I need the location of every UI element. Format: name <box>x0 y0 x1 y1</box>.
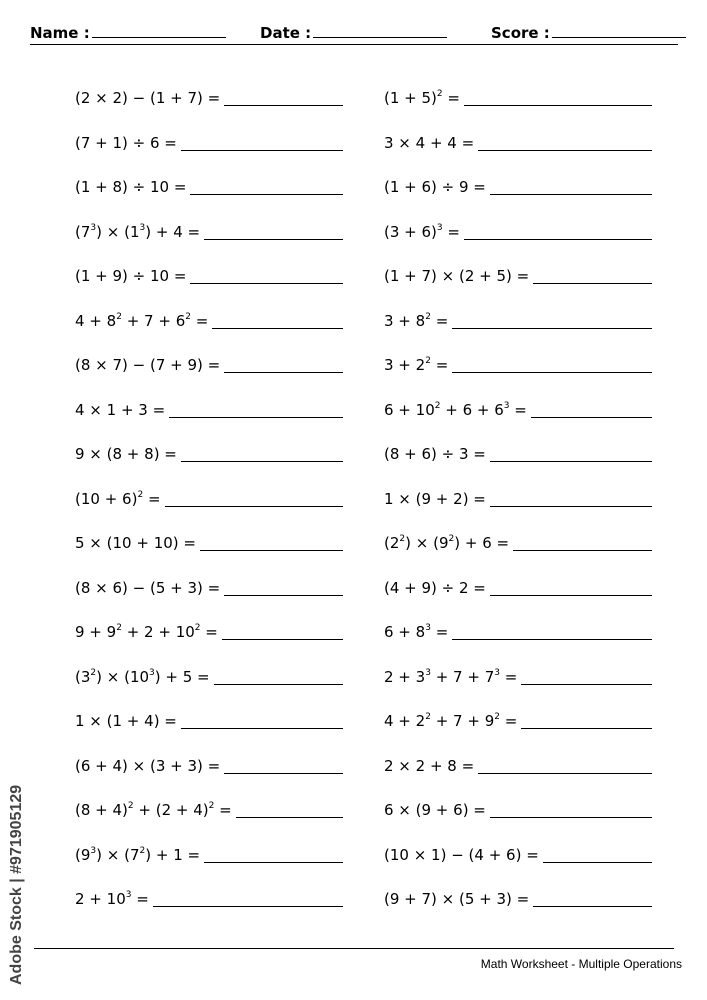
problem-row <box>384 797 652 821</box>
problem-expression: (9 + 7) × (5 + 3) = <box>384 890 530 908</box>
answer-blank[interactable] <box>169 416 343 418</box>
problem-row <box>75 263 343 287</box>
problem-expression: (4 + 9) ÷ 2 = <box>384 578 486 597</box>
answer-blank[interactable] <box>224 772 343 774</box>
answer-blank[interactable] <box>190 193 343 195</box>
problem-expression: (8 × 7) − (7 + 9) = <box>75 356 221 374</box>
problem-row <box>384 308 652 332</box>
problem-row <box>75 797 343 821</box>
problem-row <box>75 130 343 154</box>
answer-blank[interactable] <box>490 460 652 462</box>
problem-row <box>384 486 652 510</box>
answer-blank[interactable] <box>204 861 343 863</box>
problem-expression: (1 + 8) ÷ 10 = <box>75 178 187 196</box>
answer-blank[interactable] <box>181 727 343 729</box>
problem-expression: 6 × (9 + 6) = <box>384 801 486 819</box>
answer-blank[interactable] <box>452 327 652 329</box>
problem-row <box>75 219 343 243</box>
problem-expression: $(3 + 6)^3$ = <box>384 222 460 241</box>
problem-row <box>75 753 343 777</box>
problem-row <box>384 263 652 287</box>
problem-expression: (1 + 7) × (2 + 5) = <box>384 267 530 285</box>
score-blank[interactable] <box>552 22 686 38</box>
problem-expression: 1 × (1 + 4) = <box>75 712 177 730</box>
answer-blank[interactable] <box>533 905 652 907</box>
problem-row <box>75 441 343 465</box>
problem-row <box>384 352 652 376</box>
problem-expression: $2 + 3^3 + 7 + 7^3$ = <box>384 667 518 686</box>
answer-blank[interactable] <box>521 683 652 685</box>
problem-row <box>75 708 343 732</box>
problem-expression: (6 + 4) × (3 + 3) = <box>75 756 221 775</box>
answer-blank[interactable] <box>224 371 343 373</box>
answer-blank[interactable] <box>190 282 343 284</box>
date-blank[interactable] <box>313 22 447 38</box>
problem-expression: $(3^2) \times (10^3) + 5$ = <box>75 667 210 686</box>
problem-expression: 9 × (8 + 8) = <box>75 445 177 463</box>
answer-blank[interactable] <box>490 816 652 818</box>
problem-expression: $(8 + 4)^2 + (2 + 4)^2$ = <box>75 801 232 819</box>
problem-expression: (10 × 1) − (4 + 6) = <box>384 845 539 864</box>
problem-expression: $6 + 10^2 + 6 + 6^3$ = <box>384 400 527 419</box>
problem-row <box>384 886 652 910</box>
problem-row <box>384 619 652 643</box>
answer-blank[interactable] <box>521 727 652 729</box>
problem-expression: $(10 + 6)^2$ = <box>75 489 161 508</box>
problem-expression: (1 + 9) ÷ 10 = <box>75 267 187 285</box>
problem-expression: (7 + 1) ÷ 6 = <box>75 133 177 152</box>
answer-blank[interactable] <box>464 238 652 240</box>
answer-blank[interactable] <box>224 104 343 106</box>
answer-blank[interactable] <box>222 638 343 640</box>
problem-row <box>384 397 652 421</box>
problem-row <box>384 842 652 866</box>
problem-row <box>384 85 652 109</box>
problem-expression: $2 + 10^3$ = <box>75 890 149 908</box>
answer-blank[interactable] <box>236 816 343 818</box>
problem-row <box>384 575 652 599</box>
answer-blank[interactable] <box>204 238 343 240</box>
problem-row <box>75 842 343 866</box>
problem-expression: 2 × 2 + 8 = <box>384 756 475 775</box>
answer-blank[interactable] <box>533 282 652 284</box>
problem-expression: (8 × 6) − (5 + 3) = <box>75 578 221 597</box>
problem-row <box>75 308 343 332</box>
problem-expression: $4 + 8^2 + 7 + 6^2$ = <box>75 311 209 330</box>
problem-expression: $3 + 2^2$ = <box>384 356 449 374</box>
answer-blank[interactable] <box>490 505 652 507</box>
answer-blank[interactable] <box>200 549 343 551</box>
problem-row <box>384 174 652 198</box>
problem-row <box>384 530 652 554</box>
problem-expression: 4 × 1 + 3 = <box>75 400 166 419</box>
problem-row <box>75 397 343 421</box>
answer-blank[interactable] <box>490 594 652 596</box>
problem-row <box>384 708 652 732</box>
problem-row <box>75 352 343 376</box>
problem-row <box>384 219 652 243</box>
worksheet-header <box>30 22 678 44</box>
problem-expression: (2 × 2) − (1 + 7) = <box>75 89 221 107</box>
problem-row <box>75 486 343 510</box>
answer-blank[interactable] <box>165 505 343 507</box>
problem-row <box>75 664 343 688</box>
problem-expression: (8 + 6) ÷ 3 = <box>384 445 486 463</box>
answer-blank[interactable] <box>153 905 343 907</box>
answer-blank[interactable] <box>212 327 343 329</box>
name-blank[interactable] <box>92 22 226 38</box>
answer-blank[interactable] <box>181 149 343 151</box>
stock-watermark-text: Adobe Stock | #971905129 <box>8 784 25 985</box>
problem-expression: $4 + 2^2 + 7 + 9^2$ = <box>384 712 518 730</box>
header-divider <box>30 44 678 45</box>
answer-blank[interactable] <box>490 193 652 195</box>
answer-blank[interactable] <box>224 594 343 596</box>
problem-expression: 1 × (9 + 2) = <box>384 489 486 508</box>
problem-expression: 3 × 4 + 4 = <box>384 133 475 152</box>
problem-row <box>384 130 652 154</box>
problem-expression: $9 + 9^2 + 2 + 10^2$ = <box>75 623 218 641</box>
problem-expression: $(7^3) \times (1^3) + 4$ = <box>75 222 201 241</box>
date-label: Date : <box>260 24 312 42</box>
problem-row <box>384 441 652 465</box>
problem-row <box>75 619 343 643</box>
problem-expression: $(2^2) \times (9^2) + 6$ = <box>384 534 510 552</box>
answer-blank[interactable] <box>543 861 652 863</box>
answer-blank[interactable] <box>452 371 652 373</box>
name-label: Name : <box>30 24 90 42</box>
problem-expression: $(9^3) \times (7^2) + 1$ = <box>75 845 201 864</box>
date-field[interactable] <box>260 22 447 42</box>
problem-expression: $3 + 8^2$ = <box>384 311 449 330</box>
problem-row <box>75 886 343 910</box>
problem-row <box>75 575 343 599</box>
worksheet-footer-title: Math Worksheet - Multiple Operations <box>480 957 682 971</box>
answer-blank[interactable] <box>478 772 652 774</box>
problem-row <box>75 174 343 198</box>
name-field[interactable] <box>30 22 226 42</box>
footer-divider <box>34 948 674 949</box>
problem-expression: (1 + 6) ÷ 9 = <box>384 178 486 196</box>
problem-expression: $(1 + 5)^2$ = <box>384 89 460 107</box>
answer-blank[interactable] <box>214 683 343 685</box>
problem-expression: 5 × (10 + 10) = <box>75 534 196 552</box>
answer-blank[interactable] <box>464 104 652 106</box>
problem-row <box>384 753 652 777</box>
answer-blank[interactable] <box>531 416 652 418</box>
answer-blank[interactable] <box>513 549 652 551</box>
score-label: Score : <box>491 24 550 42</box>
score-field[interactable] <box>491 22 686 42</box>
problem-expression: $6 + 8^3$ = <box>384 623 449 641</box>
problem-row <box>75 530 343 554</box>
answer-blank[interactable] <box>452 638 652 640</box>
problem-row <box>75 85 343 109</box>
answer-blank[interactable] <box>181 460 343 462</box>
problem-row <box>384 664 652 688</box>
answer-blank[interactable] <box>478 149 652 151</box>
